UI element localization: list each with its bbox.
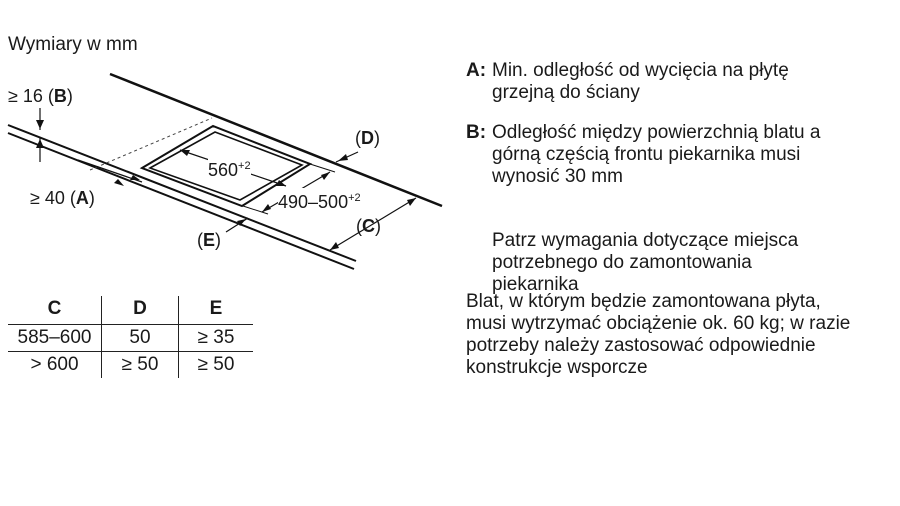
header-c: C — [8, 296, 102, 325]
cell-d: 50 — [102, 325, 179, 352]
header-e: E — [179, 296, 254, 325]
b-arrow-top — [36, 120, 44, 129]
depth-arrow-start — [262, 204, 271, 212]
worktop-back-edge — [110, 74, 442, 206]
label-e: (E) — [197, 230, 222, 250]
depth-arrow-end — [321, 172, 330, 180]
label-c: (C) — [356, 216, 381, 236]
note-a-key: A: — [466, 60, 487, 81]
cell-c: > 600 — [8, 352, 102, 379]
note-b — [466, 122, 820, 188]
page-title: Wymiary w mm — [8, 34, 138, 55]
table-header-row — [8, 296, 253, 325]
c-arrow-start — [330, 242, 339, 250]
d-arrow — [338, 154, 348, 161]
note-a — [466, 60, 789, 104]
note-load: Blat, w którym będzie zamontowana płyta, musi wytrzymać obciążenie ok. 60 kg; w razie potrzeby należy zastosować odpowiednie konstrukcje wsporcze — [466, 291, 851, 378]
note-a-text: Min. odległość od wycięcia na płytę grzejną do ściany — [492, 60, 789, 103]
label-d: (D) — [355, 128, 380, 148]
cell-c: 585–600 — [8, 325, 102, 352]
note-oven: Patrz wymagania dotyczące miejsca potrzebnego do zamontowania piekarnika — [492, 230, 799, 295]
table-row — [8, 352, 253, 379]
cell-d: ≥ 50 — [102, 352, 179, 379]
note-b-key: B: — [466, 122, 487, 143]
cell-e: ≥ 35 — [179, 325, 254, 352]
clearance-table — [8, 296, 253, 378]
header-d: D — [102, 296, 179, 325]
note-b-text: Odległość między powierzchnią blatu a górną częścią frontu piekarnika musi wynosić 30 mm — [492, 122, 821, 187]
label-a: ≥ 40 (A) — [30, 188, 95, 208]
depth-dimension: $490-500^{+2}$ — [278, 188, 361, 212]
depth-extension-2 — [310, 164, 335, 172]
cell-e: ≥ 50 — [197, 354, 235, 375]
table-row — [8, 325, 253, 352]
c-arrow-end — [407, 198, 416, 206]
a-arrow-start — [114, 179, 124, 186]
width-dimension: $560^{+2}$ — [208, 156, 251, 180]
label-b: ≥ 16 (B) — [8, 86, 73, 106]
